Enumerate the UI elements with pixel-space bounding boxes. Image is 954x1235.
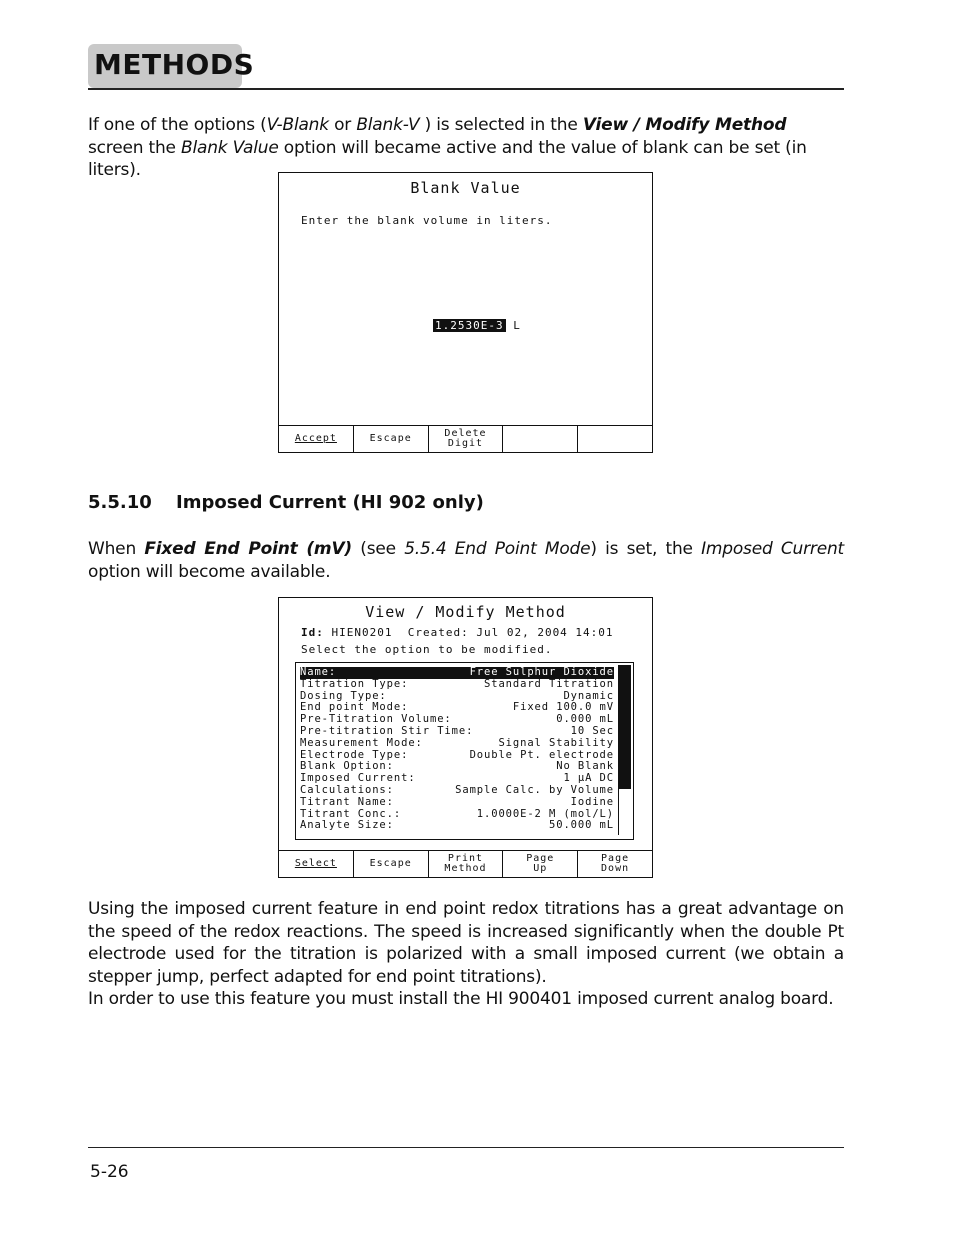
method-option-row[interactable] — [300, 797, 614, 809]
section-text-4: option will become available. — [88, 561, 331, 582]
escape-label: Escape — [369, 433, 412, 444]
method-id-value: HIEN0201 — [331, 626, 393, 639]
method-option-value: 50.000 mL — [549, 819, 614, 832]
method-option-value: No Blank — [556, 760, 614, 773]
page-number: 5-26 — [90, 1162, 129, 1182]
delete-digit-softkey[interactable] — [429, 426, 504, 452]
body-paragraph-2: In order to use this feature you must install the HI 900401 imposed current analog board. — [88, 989, 834, 1009]
screen-title: View / Modify Method — [365, 603, 566, 621]
blank-unit: L — [513, 319, 521, 332]
method-option-value: Iodine — [570, 795, 614, 808]
chapter-title: METHODS — [94, 48, 255, 81]
method-option-row[interactable] — [300, 738, 614, 750]
page-down-softkey[interactable] — [578, 851, 652, 877]
section-number: 5.5.10 — [88, 492, 152, 513]
header-divider — [88, 88, 844, 90]
method-option-label: Electrode Type: — [300, 748, 409, 761]
option-imposed-current: Imposed Current — [701, 539, 844, 559]
method-id-line — [301, 626, 614, 639]
option-v-blank: V-Blank — [266, 115, 329, 135]
method-option-value: Double Pt. electrode — [469, 748, 614, 761]
method-created: Created: Jul 02, 2004 14:01 — [407, 626, 614, 639]
body-paragraph: Using the imposed current feature in end point redox titrations has a great advantage on the speed of the redox reactions. The speed is increased significantly when the double Pt electrode used for the titration is polarized with a small imposed current (we obtain a stepper jump, perfect adapted for end point titrations). — [88, 899, 844, 987]
method-option-label: Name: — [300, 666, 337, 678]
page-up-softkey[interactable] — [503, 851, 578, 877]
method-option-label: Titration Type: — [300, 677, 409, 690]
escape-label: Escape — [369, 858, 412, 869]
method-option-label: Calculations: — [300, 783, 394, 796]
method-option-label: End point Mode: — [300, 701, 409, 714]
select-label: Select — [294, 858, 337, 869]
method-option-label: Dosing Type: — [300, 689, 387, 702]
method-options-rows — [300, 667, 614, 832]
method-option-value: 10 Sec — [570, 724, 614, 737]
method-option-label: Titrant Name: — [300, 795, 394, 808]
softkey-bar — [279, 850, 652, 877]
accept-label: Accept — [294, 433, 337, 444]
method-option-value: Free Sulphur Dioxide — [469, 666, 614, 678]
method-option-label: Measurement Mode: — [300, 736, 423, 749]
method-option-label: Imposed Current: — [300, 772, 416, 785]
page-up-label: Page Up — [526, 853, 555, 874]
method-option-value: 1.0000E-2 M (mol/L) — [476, 807, 614, 820]
screen-name: View / Modify Method — [582, 115, 787, 135]
section-text-1: When — [88, 539, 145, 559]
section-title: Imposed Current (HI 902 only) — [176, 492, 484, 513]
method-option-value: Dynamic — [563, 689, 614, 702]
print-method-label: Print Method — [444, 853, 487, 874]
select-softkey[interactable] — [279, 851, 354, 877]
print-method-softkey[interactable] — [429, 851, 504, 877]
accept-softkey[interactable] — [279, 426, 354, 452]
section-text-2: (see — [351, 539, 405, 559]
empty-softkey-5[interactable] — [578, 426, 652, 452]
method-option-row[interactable] — [300, 785, 614, 797]
section-paragraph — [88, 538, 844, 583]
blank-value-screen — [278, 172, 653, 453]
method-option-value: 0.000 mL — [556, 713, 614, 726]
screen-title: Blank Value — [410, 179, 521, 197]
method-option-label: Analyte Size: — [300, 819, 394, 832]
method-option-row[interactable] — [300, 726, 614, 738]
intro-text-1: If one of the options ( — [88, 115, 267, 135]
method-option-value: Sample Calc. by Volume — [455, 783, 614, 796]
method-option-label: Pre-titration Stir Time: — [300, 724, 474, 737]
method-option-value: 1 µA DC — [563, 772, 614, 785]
method-option-value: Standard Titration — [484, 677, 614, 690]
empty-softkey-4[interactable] — [503, 426, 578, 452]
section-reference: 5.5.4 End Point Mode — [404, 539, 591, 559]
intro-text-4: screen the — [88, 137, 182, 158]
escape-softkey[interactable] — [354, 851, 429, 877]
option-blank-value: Blank Value — [181, 137, 279, 158]
intro-text-2: or — [328, 115, 357, 135]
view-modify-method-screen — [278, 597, 653, 878]
intro-text-3: ) is selected in the — [419, 115, 583, 135]
end-point-mode: Fixed End Point (mV) — [144, 539, 352, 559]
blank-value-field[interactable] — [433, 319, 521, 332]
method-options-list[interactable] — [295, 662, 634, 840]
intro-text-5: option will became active and the value of blank can be set (in liters). — [88, 137, 807, 180]
method-id-label: Id: — [301, 626, 324, 639]
option-blank-v: Blank-V — [356, 115, 420, 135]
footer-divider — [88, 1147, 844, 1148]
method-option-value: Fixed 100.0 mV — [512, 701, 614, 714]
method-option-value: Signal Stability — [498, 736, 614, 749]
method-option-row[interactable] — [300, 679, 614, 691]
scrollbar-thumb[interactable] — [619, 665, 631, 789]
method-option-label: Titrant Conc.: — [300, 807, 402, 820]
delete-digit-label: Delete Digit — [444, 428, 487, 449]
blank-value[interactable]: 1.2530E-3 — [435, 319, 504, 332]
method-option-label: Pre-Titration Volume: — [300, 713, 452, 726]
method-option-label: Blank Option: — [300, 760, 394, 773]
page-down-label: Page Down — [601, 853, 630, 874]
section-text-3: ) is set, the — [590, 539, 702, 559]
screen-prompt: Select the option to be modified. — [301, 643, 553, 656]
method-option-row[interactable] — [300, 820, 614, 832]
screen-prompt: Enter the blank volume in liters. — [301, 214, 553, 227]
list-scrollbar[interactable] — [618, 665, 631, 835]
softkey-bar — [279, 425, 652, 452]
escape-softkey[interactable] — [354, 426, 429, 452]
section-heading — [88, 492, 484, 513]
